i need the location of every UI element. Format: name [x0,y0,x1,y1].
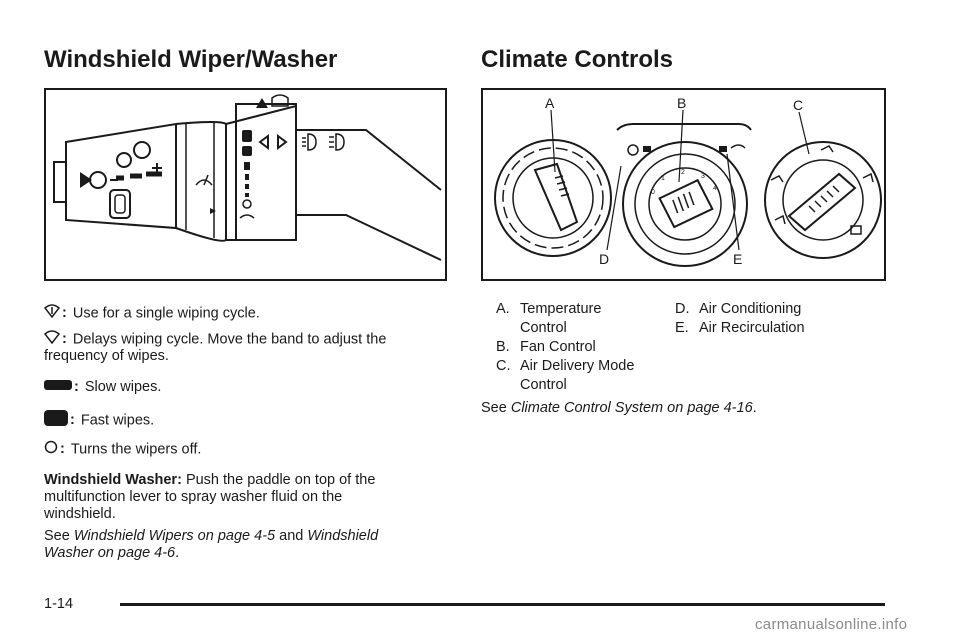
delay-wipe-icon [44,330,60,349]
slow-wipe-icon [44,378,72,396]
washer-line1: Push the paddle on top of the [185,472,376,488]
wiper-item-off: : Turns the wipers off. [44,440,201,459]
wiper-item-slow: : Slow wipes. [44,378,161,396]
wiper-see-also: See Windshield Wipers on page 4-5 and Windshield Washer on page 4-6. [44,528,379,561]
fast-wipe-icon [44,410,68,431]
wiper-ref-link-wipers[interactable]: Windshield Wipers on page 4-5 [73,528,276,544]
washer-line2: multifunction lever to spray washer fluid on the [44,489,343,505]
callout-d: D [599,251,610,267]
climate-see-also: See Climate Control System on page 4-16. [481,400,757,416]
washer-line3: windshield. [44,506,116,522]
washer-paragraph [44,472,444,523]
page-number: 1-14 [44,596,74,612]
climate-controls-illustration [483,90,884,279]
wiper-lever-illustration [46,90,445,279]
callout-c: C [793,97,804,113]
legend-item-d: D. Air Conditioning [675,301,802,317]
callout-b: B [677,95,687,111]
climate-controls-figure [481,88,886,281]
legend-item-a: A. Temperature Control [496,301,602,336]
watermark: carmanualsonline.info [755,616,908,633]
climate-legend-left [496,300,666,395]
washer-label: Windshield Washer: [44,472,182,488]
wiper-item-off-text: Turns the wipers off. [70,441,202,458]
fan-speed-1: 1 [661,175,665,182]
wiper-item-delay: : Delays wiping cycle. Move the band to adjust the [44,330,386,349]
legend-item-c: C. Air Delivery Mode Control [496,358,635,393]
fan-speed-4: 4 [713,185,717,192]
wiper-section-title: Windshield Wiper/Washer [44,46,338,73]
wiper-item-slow-text: Slow wipes. [84,379,162,395]
fan-speed-2: 2 [681,169,685,176]
climate-legend-right [675,300,885,338]
legend-item-e: E. Air Recirculation [675,320,805,336]
wiper-item-fast-text: Fast wipes. [80,412,155,429]
callout-a: A [545,95,555,111]
wiper-item-single: : Use for a single wiping cycle. [44,304,260,323]
off-icon [44,440,58,459]
wiper-item-fast: : Fast wipes. [44,410,154,431]
fan-speed-0: 0 [651,189,655,196]
wiper-ref-link-washer-a[interactable]: Windshield [307,528,379,544]
callout-e: E [733,251,743,267]
climate-section-title: Climate Controls [481,46,674,73]
single-wipe-icon [44,304,60,323]
wiper-ref-link-washer-b[interactable]: Washer on page 4-6 [44,545,176,561]
footer-rule [120,603,885,606]
climate-ref-link[interactable]: Climate Control System on page 4-16 [510,400,753,416]
wiper-item-delay-text-cont: frequency of wipes. [44,348,169,364]
wiper-item-single-text: Use for a single wiping cycle. [72,305,260,322]
wiper-lever-figure [44,88,447,281]
fan-speed-3: 3 [701,173,705,180]
legend-item-b: B. Fan Control [496,339,596,355]
wiper-item-delay-text: Delays wiping cycle. Move the band to adjust the [72,331,387,348]
